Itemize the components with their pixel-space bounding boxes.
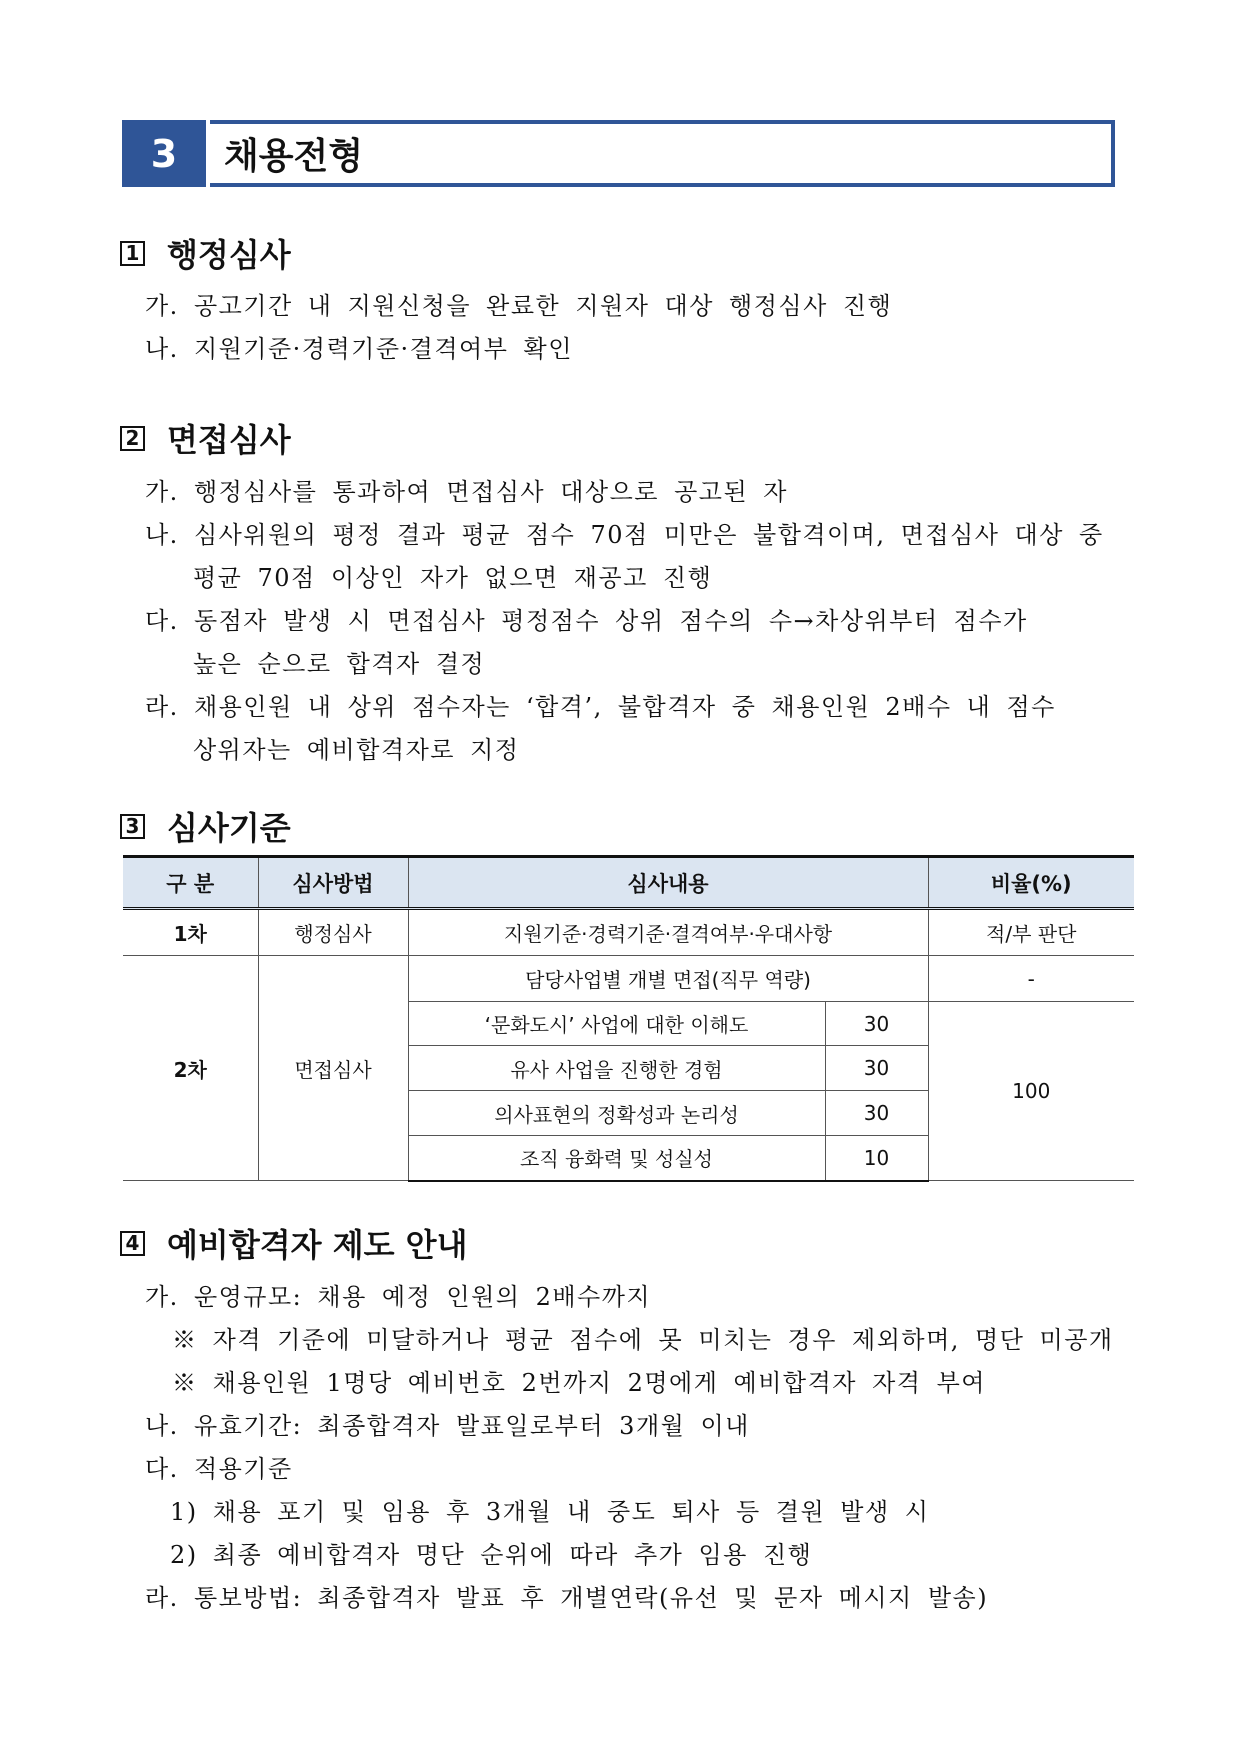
section-line: 다. 동점자 발생 시 면접심사 평정점수 상위 점수의 수→차상위부터 점수가: [145, 607, 1028, 635]
section-line: 가. 공고기간 내 지원신청을 완료한 지원자 대상 행정심사 진행: [145, 292, 893, 320]
criterion-score: 30: [825, 1046, 928, 1091]
criterion-label: 조직 융화력 및 성실성: [408, 1136, 825, 1181]
section-number: 2: [120, 426, 145, 451]
header-ratio: 비율(%): [928, 857, 1134, 909]
row2-intro: 담당사업별 개별 면접(직무 역량): [408, 956, 928, 1002]
section-line: 평균 70점 이상인 자가 없으면 재공고 진행: [193, 564, 713, 592]
table-row: [123, 909, 1134, 956]
section-number: 3: [120, 814, 145, 839]
chapter-title: 채용전형: [224, 136, 364, 177]
table-row: [123, 956, 1134, 1002]
section-number: 4: [120, 1231, 145, 1256]
section-title: 면접심사: [167, 421, 291, 459]
section-line: 다. 적용기준: [145, 1455, 293, 1483]
section-title: 심사기준: [167, 809, 291, 847]
section-line: 나. 심사위원의 평정 결과 평균 점수 70점 미만은 불합격이며, 면접심사 대상 중: [145, 521, 1104, 549]
section-line: 1) 채용 포기 및 임용 후 3개월 내 중도 퇴사 등 결원 발생 시: [170, 1498, 930, 1526]
chapter-heading: [122, 120, 1115, 187]
header-content: 심사내용: [408, 857, 928, 909]
row2-total: 100: [928, 1002, 1134, 1181]
criteria-table: [123, 855, 1134, 1182]
section-line: 라. 채용인원 내 상위 점수자는 ‘합격’, 불합격자 중 채용인원 2배수 내 점수: [145, 693, 1056, 721]
section-line: ※ 자격 기준에 미달하거나 평균 점수에 못 미치는 경우 제외하며, 명단 미공개: [172, 1326, 1114, 1354]
section-title: 행정심사: [167, 236, 291, 274]
section-line: 가. 운영규모: 채용 예정 인원의 2배수까지: [145, 1283, 652, 1311]
header-stage: 구 분: [123, 857, 258, 909]
section-title: 예비합격자 제도 안내: [167, 1226, 468, 1264]
section-line: 2) 최종 예비합격자 명단 순위에 따라 추가 임용 진행: [170, 1541, 813, 1569]
row1-content: 지원기준·경력기준·결격여부·우대사항: [408, 909, 928, 956]
row2-intro-ratio: -: [928, 956, 1134, 1002]
chapter-number: 3: [122, 120, 206, 187]
section-line: 가. 행정심사를 통과하여 면접심사 대상으로 공고된 자: [145, 478, 788, 506]
criterion-score: 10: [825, 1136, 928, 1181]
row2-method: 면접심사: [258, 956, 408, 1181]
section-number: 1: [120, 241, 145, 266]
criterion-score: 30: [825, 1091, 928, 1136]
table-header-row: [123, 857, 1134, 909]
row1-method: 행정심사: [258, 909, 408, 956]
row1-stage: 1차: [123, 909, 258, 956]
section-heading-3: [120, 803, 291, 849]
criterion-label: ‘문화도시’ 사업에 대한 이해도: [408, 1002, 825, 1046]
chapter-title-box: [210, 120, 1115, 187]
section-heading-2: [120, 415, 291, 461]
row2-stage: 2차: [123, 956, 258, 1181]
section-line: 나. 유효기간: 최종합격자 발표일로부터 3개월 이내: [145, 1412, 750, 1440]
section-heading-4: [120, 1220, 468, 1266]
row1-ratio: 적/부 판단: [928, 909, 1134, 956]
section-line: 라. 통보방법: 최종합격자 발표 후 개별연락(유선 및 문자 메시지 발송): [145, 1584, 989, 1612]
section-line: 나. 지원기준·경력기준·결격여부 확인: [145, 335, 573, 363]
section-line: 높은 순으로 합격자 결정: [193, 650, 486, 678]
criterion-score: 30: [825, 1002, 928, 1046]
section-line: ※ 채용인원 1명당 예비번호 2번까지 2명에게 예비합격자 자격 부여: [172, 1369, 986, 1397]
section-line: 상위자는 예비합격자로 지정: [193, 736, 520, 764]
section-heading-1: [120, 230, 291, 276]
criterion-label: 의사표현의 정확성과 논리성: [408, 1091, 825, 1136]
header-method: 심사방법: [258, 857, 408, 909]
criterion-label: 유사 사업을 진행한 경험: [408, 1046, 825, 1091]
